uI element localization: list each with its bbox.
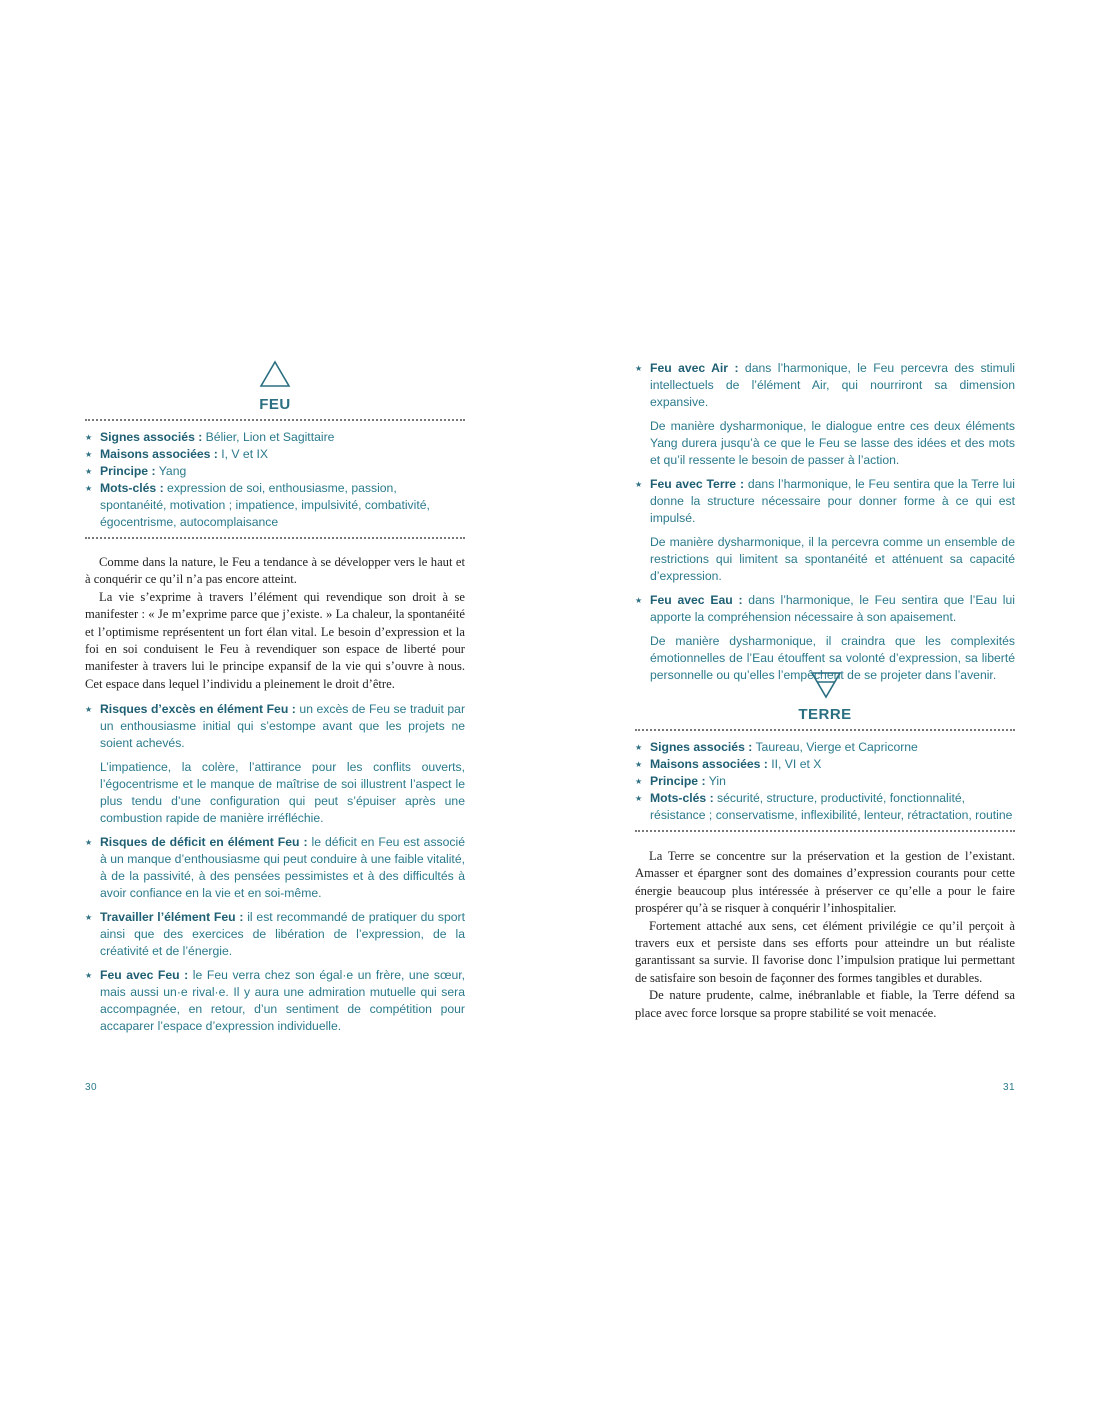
fire-body-text <box>85 554 465 693</box>
paragraph: De nature prudente, calme, inébranlable et fiable, la Terre défend sa place avec force lorsque sa propre stabilité se voit menacée. <box>635 988 1015 1020</box>
list-item: ★ Principe : Yang <box>85 463 465 480</box>
list-item: ★ Maisons associées : I, V et IX <box>85 446 465 463</box>
earth-triangle-icon <box>810 671 842 699</box>
paragraph: La vie s’exprime à travers l’élément qui revendique son droit à se manifester : « Je m’exprime parce que j’existe. » La chaleur, la spontanéité et l’optimisme représentent un fort élan vital. Le besoin d’expression et la foi en soi conduisent le Feu à revendiquer son espace de liberté pour manifester à travers lui le principe expansif de la vie qui s’ouvre à nous. Cet espace dans lequel l’individu a pleinement le droit d’être. <box>85 589 465 691</box>
list-item: ★ Mots-clés : expression de soi, enthousiasme, passion, spontanéité, motivation ; impatience, impulsivité, combativité, égocentrisme, autocomplaisance <box>85 480 465 531</box>
list-item: ★ Mots-clés : sécurité, structure, productivité, fonctionnalité, résistance ; conservatisme, inflexibilité, lenteur, rétractation, routine <box>635 790 1015 824</box>
divider <box>85 537 465 539</box>
divider <box>85 419 465 421</box>
list-item: ★ Feu avec Terre : dans l’harmonique, le Feu sentira que la Terre lui donne la structure nécessaire pour donner forme à ce qui est impulsé. De manière dysharmonique, il la percevra comme un ensemble de restrictions qui limitent sa spontanéité et atténuent sa capacité d’expression. <box>635 476 1015 585</box>
fire-title: FEU <box>259 396 291 413</box>
fire-bullet-list <box>85 701 465 1042</box>
list-item: ★ Signes associés : Bélier, Lion et Sagittaire <box>85 429 465 446</box>
page-number-right: 31 <box>1003 1082 1016 1093</box>
paragraph: Comme dans la nature, le Feu a tendance à se développer vers le haut et à conquérir ce qu’il n’a pas encore atteint. <box>85 555 465 587</box>
elements-bullet-list <box>635 360 1015 691</box>
list-item: ★ Risques de déficit en élément Feu : le déficit en Feu est associé à un manque d’enthousiasme qui peut conduire à une faible vitalité, à de la passivité, à des pensées pessimistes et à des difficultés à avoir confiance en la vie et en soi-même. <box>85 834 465 902</box>
list-item: ★ Risques d’excès en élément Feu : un excès de Feu se traduit par un enthousiasme initial qui s’estompe avant que les projets ne soient achevés. L’impatience, la colère, l’attirance pour les conflits ouverts, l’égocentrisme et le manque de maîtrise de soi illustrent l’aspect le plus tendu d’une configuration qui peut s’épuiser après une combustion rapide de manière irréfléchie. <box>85 701 465 827</box>
divider <box>635 830 1015 832</box>
paragraph: La Terre se concentre sur la préservation et la gestion de l’existant. Amasser et épargner sont des domaines d’expression courants pour cette énergie beaucoup plus intéressée à préserver ce qu’elle a pour le faire prospérer qu’à se risquer à conquérir l’inhospitalier. <box>635 849 1015 916</box>
fire-triangle-icon <box>259 360 291 388</box>
earth-body-text <box>635 848 1015 1022</box>
list-item: ★ Travailler l’élément Feu : il est recommandé de pratiquer du sport ainsi que des exercices de libération de l’expression, de la créativité et de l’énergie. <box>85 909 465 960</box>
list-item: ★ Signes associés : Taureau, Vierge et Capricorne <box>635 739 1015 756</box>
paragraph: Fortement attaché aux sens, cet élément privilégie ce qu’il perçoit à travers eux et persiste dans ses efforts pour atteindre un but réaliste garantissant sa survie. Il favorise donc l’impulsion pratique lui permettant de satisfaire son besoin de façonner des formes tangibles et durables. <box>635 918 1015 985</box>
page-number-left: 30 <box>85 1082 98 1093</box>
list-item: ★ Maisons associées : II, VI et X <box>635 756 1015 773</box>
list-item: ★ Feu avec Feu : le Feu verra chez son égal·e un frère, une sœur, mais aussi un·e rival·e. Il y aura une admiration mutuelle qui sera accompagnée, en retour, d’un sentiment de compétition pour accaparer l’espace d’expression individuelle. <box>85 967 465 1035</box>
list-item: ★ Principe : Yin <box>635 773 1015 790</box>
divider <box>635 729 1015 731</box>
fire-key-list <box>85 429 465 531</box>
list-item: ★ Feu avec Air : dans l’harmonique, le Feu percevra des stimuli intellectuels de l’élément Air, qui nourriront sa dimension expansive. De manière dysharmonique, le dialogue entre ces deux éléments Yang durera jusqu’à ce que le Feu se lasse des idées et des mots et qu’il ressente le besoin de passer à l’action. <box>635 360 1015 469</box>
earth-key-list <box>635 739 1015 824</box>
earth-title: TERRE <box>798 706 852 723</box>
list-item: ★ Feu avec Eau : dans l’harmonique, le Feu sentira que l’Eau lui apporte la compréhension nécessaire à son apaisement. De manière dysharmonique, il craindra que les complexités émotionnelles de l’Eau étouffent sa volonté d’expression, sa liberté personnelle ou qu’elles l’empêchent de se projeter dans l’avenir. <box>635 592 1015 684</box>
